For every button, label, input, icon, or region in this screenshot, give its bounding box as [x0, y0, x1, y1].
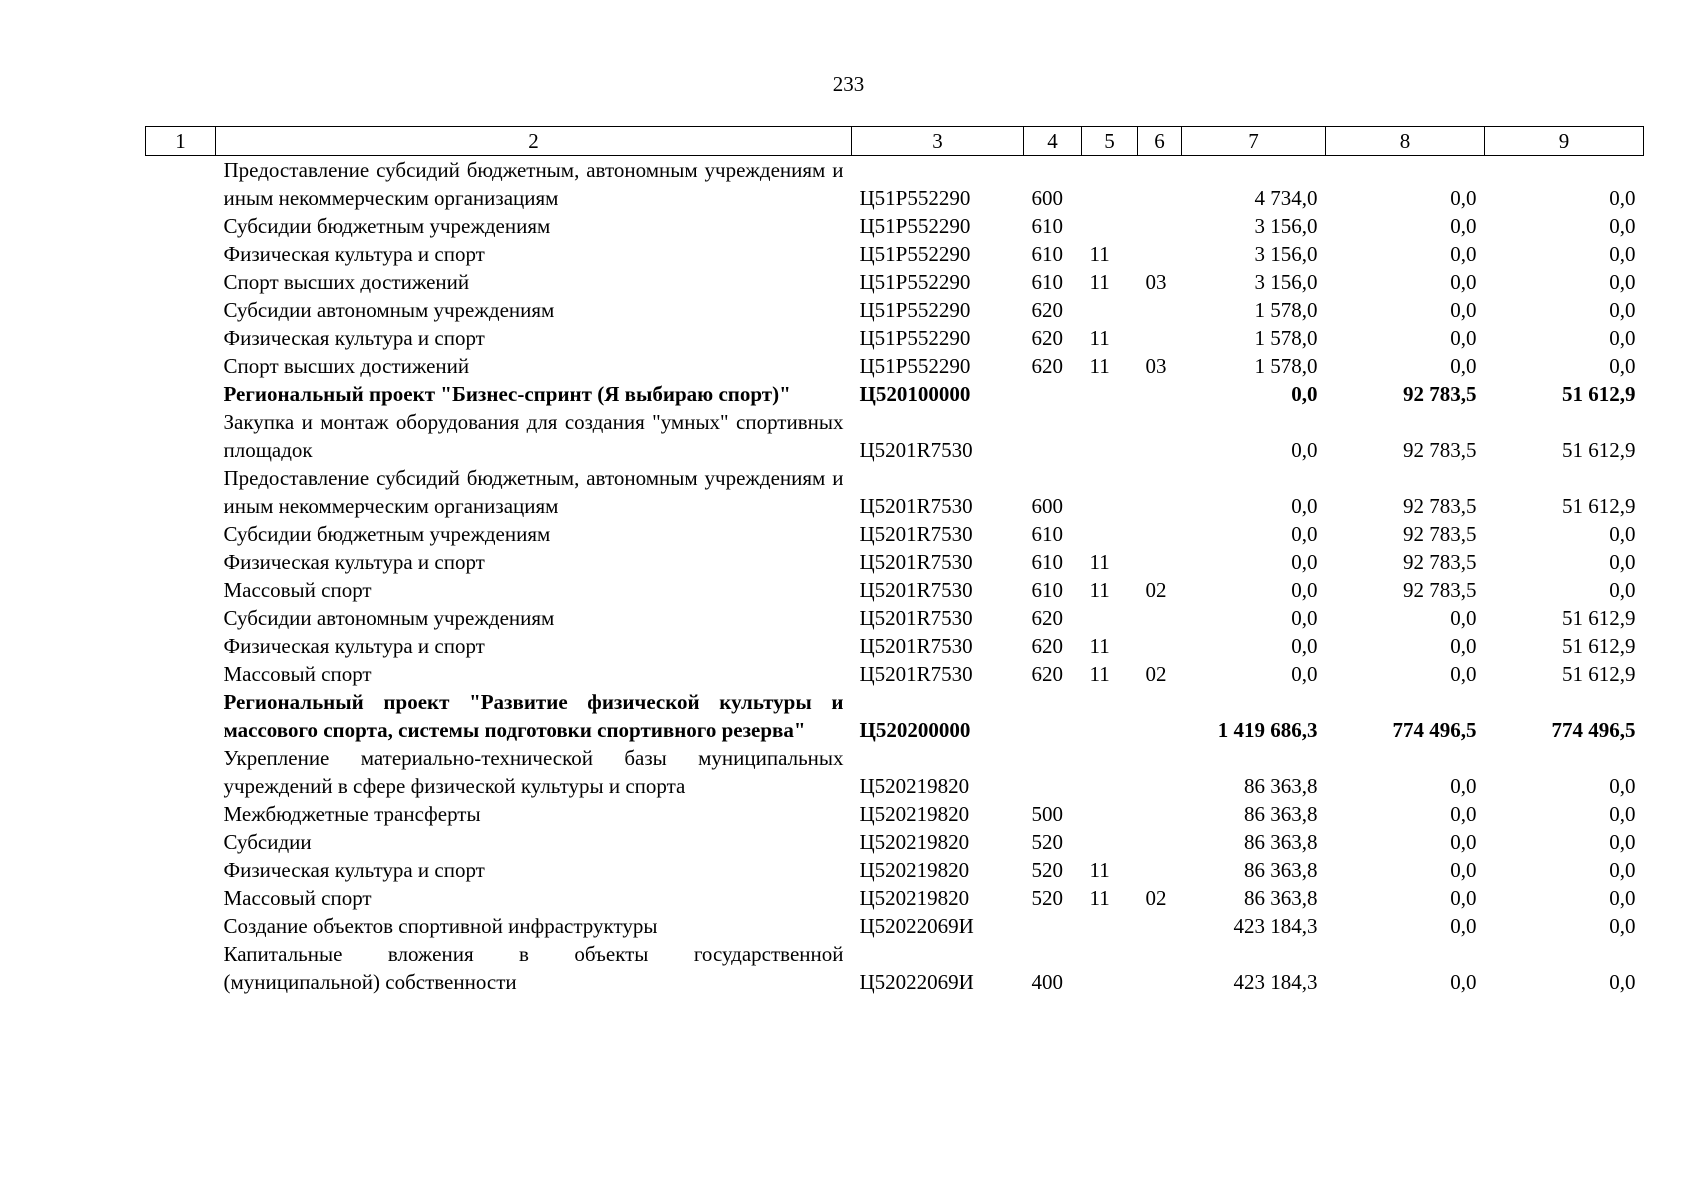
amount-col8-cell: 0,0	[1450, 214, 1477, 238]
amount-col7-cell: 86 363,8	[1244, 774, 1318, 798]
row-number-cell	[146, 156, 216, 213]
target-code-cell: Ц520200000	[859, 718, 971, 742]
expense-type-cell: 610	[1031, 214, 1063, 238]
amount-col7-cell: 0,0	[1291, 578, 1318, 602]
target-code-cell: Ц5201R7530	[859, 522, 973, 546]
amount-col9-cell: 0,0	[1609, 886, 1636, 910]
amount-col9-cell: 51 612,9	[1562, 606, 1636, 630]
expense-type-cell: 600	[1031, 186, 1063, 210]
amount-col7-cell: 1 419 686,3	[1217, 718, 1318, 742]
item-name-cell	[216, 324, 852, 352]
row-number-cell	[146, 268, 216, 296]
section-cell	[1082, 408, 1138, 464]
item-name-cell	[216, 800, 852, 828]
row-number-cell	[146, 744, 216, 800]
section-cell	[1082, 520, 1138, 548]
amount-col8-cell: 0,0	[1450, 270, 1477, 294]
column-header: 7	[1182, 127, 1326, 156]
section-cell: 11	[1089, 858, 1110, 882]
item-name-cell	[216, 296, 852, 324]
subsection-cell: 02	[1145, 662, 1167, 686]
expense-type-cell: 610	[1031, 242, 1063, 266]
amount-col7-cell: 0,0	[1291, 382, 1318, 406]
item-name-text: Субсидии автономным учреждениям	[223, 298, 555, 322]
table-row	[146, 800, 1644, 828]
section-cell	[1082, 296, 1138, 324]
table-row	[146, 744, 1644, 800]
amount-col8-cell: 0,0	[1450, 326, 1477, 350]
amount-col8-cell: 92 783,5	[1403, 494, 1477, 518]
subsection-cell	[1138, 744, 1182, 800]
table-row	[146, 856, 1644, 884]
column-header: 9	[1485, 127, 1644, 156]
section-cell	[1082, 156, 1138, 213]
section-cell: 11	[1089, 578, 1110, 602]
target-code-cell: Ц51Р552290	[859, 186, 971, 210]
amount-col7-cell: 0,0	[1291, 634, 1318, 658]
target-code-cell: Ц52022069И	[859, 970, 974, 994]
table-body	[146, 156, 1644, 997]
amount-col8-cell: 0,0	[1450, 774, 1477, 798]
expense-type-cell: 500	[1031, 802, 1063, 826]
target-code-cell: Ц5201R7530	[859, 550, 973, 574]
expense-type-cell	[1024, 688, 1082, 744]
amount-col9-cell: 0,0	[1609, 578, 1636, 602]
column-header: 3	[852, 127, 1024, 156]
amount-col7-cell: 3 156,0	[1254, 242, 1318, 266]
amount-col9-cell: 0,0	[1609, 326, 1636, 350]
row-number-cell	[146, 800, 216, 828]
expense-type-cell: 520	[1031, 858, 1063, 882]
column-header: 5	[1082, 127, 1138, 156]
target-code-cell: Ц5201R7530	[859, 606, 973, 630]
amount-col8-cell: 92 783,5	[1403, 578, 1477, 602]
row-number-cell	[146, 520, 216, 548]
table-row	[146, 576, 1644, 604]
row-number-cell	[146, 856, 216, 884]
section-cell	[1082, 744, 1138, 800]
section-cell: 11	[1089, 270, 1110, 294]
amount-col9-cell: 0,0	[1609, 858, 1636, 882]
amount-col8-cell: 0,0	[1450, 858, 1477, 882]
target-code-cell: Ц5201R7530	[859, 438, 973, 462]
item-name-cell	[216, 828, 852, 856]
table-row	[146, 380, 1644, 408]
item-name-cell	[216, 632, 852, 660]
table-row	[146, 464, 1644, 520]
item-name-text: Субсидии	[223, 830, 312, 854]
expense-type-cell: 620	[1031, 354, 1063, 378]
budget-table	[145, 126, 1644, 996]
table-row	[146, 660, 1644, 688]
amount-col8-cell: 774 496,5	[1392, 718, 1477, 742]
amount-col9-cell: 0,0	[1609, 270, 1636, 294]
amount-col8-cell: 0,0	[1450, 606, 1477, 630]
item-name-text: Субсидии автономным учреждениям	[223, 606, 555, 630]
subsection-cell	[1138, 912, 1182, 940]
item-name-text: Массовый спорт	[223, 662, 372, 686]
expense-type-cell	[1024, 408, 1082, 464]
target-code-cell: Ц51Р552290	[859, 242, 971, 266]
expense-type-cell: 610	[1031, 550, 1063, 574]
subsection-cell	[1138, 520, 1182, 548]
row-number-cell	[146, 884, 216, 912]
row-number-cell	[146, 408, 216, 464]
item-name-cell	[216, 408, 852, 464]
amount-col9-cell: 0,0	[1609, 186, 1636, 210]
item-name-text: Спорт высших достижений	[223, 354, 470, 378]
item-name-cell	[216, 548, 852, 576]
amount-col7-cell: 0,0	[1291, 550, 1318, 574]
amount-col7-cell: 0,0	[1291, 606, 1318, 630]
section-cell	[1082, 212, 1138, 240]
item-name-cell	[216, 940, 852, 996]
subsection-cell	[1138, 800, 1182, 828]
amount-col9-cell: 0,0	[1609, 802, 1636, 826]
section-cell	[1082, 380, 1138, 408]
target-code-cell: Ц5201R7530	[859, 494, 973, 518]
section-cell	[1082, 828, 1138, 856]
expense-type-cell: 610	[1031, 522, 1063, 546]
column-number-header-row	[146, 127, 1644, 156]
table-row	[146, 324, 1644, 352]
table-row	[146, 940, 1644, 996]
expense-type-cell	[1024, 912, 1082, 940]
target-code-cell: Ц520100000	[859, 382, 971, 406]
amount-col7-cell: 423 184,3	[1233, 914, 1318, 938]
section-cell	[1082, 912, 1138, 940]
amount-col8-cell: 0,0	[1450, 662, 1477, 686]
expense-type-cell: 620	[1031, 298, 1063, 322]
subsection-cell	[1138, 548, 1182, 576]
item-name-cell	[216, 660, 852, 688]
amount-col9-cell: 0,0	[1609, 242, 1636, 266]
expense-type-cell	[1024, 380, 1082, 408]
amount-col9-cell: 0,0	[1609, 970, 1636, 994]
amount-col9-cell: 51 612,9	[1562, 438, 1636, 462]
amount-col7-cell: 0,0	[1291, 522, 1318, 546]
section-cell	[1082, 940, 1138, 996]
item-name-text: Закупка и монтаж оборудования для создания "умных" спортивных площадок	[223, 410, 844, 462]
item-name-cell	[216, 156, 852, 213]
section-cell: 11	[1089, 634, 1110, 658]
subsection-cell	[1138, 856, 1182, 884]
table-row	[146, 632, 1644, 660]
amount-col8-cell: 92 783,5	[1403, 550, 1477, 574]
column-header: 4	[1024, 127, 1082, 156]
item-name-text: Массовый спорт	[223, 886, 372, 910]
row-number-cell	[146, 548, 216, 576]
amount-col9-cell: 0,0	[1609, 214, 1636, 238]
row-number-cell	[146, 912, 216, 940]
target-code-cell: Ц5201R7530	[859, 634, 973, 658]
amount-col8-cell: 92 783,5	[1403, 522, 1477, 546]
row-number-cell	[146, 352, 216, 380]
target-code-cell: Ц520219820	[859, 774, 970, 798]
section-cell: 11	[1089, 354, 1110, 378]
target-code-cell: Ц5201R7530	[859, 662, 973, 686]
amount-col8-cell: 0,0	[1450, 186, 1477, 210]
row-number-cell	[146, 604, 216, 632]
amount-col8-cell: 92 783,5	[1403, 438, 1477, 462]
amount-col9-cell: 51 612,9	[1562, 634, 1636, 658]
item-name-text: Спорт высших достижений	[223, 270, 470, 294]
table-row	[146, 408, 1644, 464]
item-name-cell	[216, 520, 852, 548]
subsection-cell: 03	[1145, 354, 1167, 378]
item-name-cell	[216, 856, 852, 884]
item-name-cell	[216, 352, 852, 380]
target-code-cell: Ц520219820	[859, 858, 970, 882]
item-name-cell	[216, 688, 852, 744]
subsection-cell	[1138, 828, 1182, 856]
section-cell	[1082, 604, 1138, 632]
table-row	[146, 212, 1644, 240]
amount-col9-cell: 0,0	[1609, 914, 1636, 938]
amount-col9-cell: 0,0	[1609, 830, 1636, 854]
amount-col7-cell: 86 363,8	[1244, 802, 1318, 826]
row-number-cell	[146, 324, 216, 352]
subsection-cell: 03	[1145, 270, 1167, 294]
item-name-text: Предоставление субсидий бюджетным, автономным учреждениям и иным некоммерческим организациям	[223, 466, 844, 518]
amount-col9-cell: 0,0	[1609, 522, 1636, 546]
amount-col7-cell: 3 156,0	[1254, 270, 1318, 294]
item-name-cell	[216, 744, 852, 800]
table-row	[146, 884, 1644, 912]
subsection-cell	[1138, 604, 1182, 632]
amount-col7-cell: 0,0	[1291, 494, 1318, 518]
target-code-cell: Ц520219820	[859, 830, 970, 854]
item-name-cell	[216, 604, 852, 632]
amount-col7-cell: 1 578,0	[1254, 354, 1318, 378]
row-number-cell	[146, 212, 216, 240]
table-row	[146, 688, 1644, 744]
row-number-cell	[146, 296, 216, 324]
expense-type-cell: 600	[1031, 494, 1063, 518]
target-code-cell: Ц51Р552290	[859, 298, 971, 322]
amount-col8-cell: 0,0	[1450, 886, 1477, 910]
item-name-text: Капитальные вложения в объекты государственной (муниципальной) собственности	[223, 942, 844, 994]
amount-col7-cell: 1 578,0	[1254, 298, 1318, 322]
target-code-cell: Ц51Р552290	[859, 214, 971, 238]
column-header: 6	[1138, 127, 1182, 156]
row-number-cell	[146, 380, 216, 408]
section-cell: 11	[1089, 886, 1110, 910]
section-cell: 11	[1089, 326, 1110, 350]
item-name-text: Региональный проект "Бизнес-спринт (Я выбираю спорт)"	[223, 382, 791, 406]
expense-type-cell: 610	[1031, 578, 1063, 602]
subsection-cell	[1138, 324, 1182, 352]
table-row	[146, 156, 1644, 213]
expense-type-cell	[1024, 744, 1082, 800]
item-name-text: Создание объектов спортивной инфраструктуры	[223, 914, 658, 938]
section-cell	[1082, 464, 1138, 520]
expense-type-cell: 610	[1031, 270, 1063, 294]
expense-type-cell: 620	[1031, 662, 1063, 686]
amount-col9-cell: 0,0	[1609, 774, 1636, 798]
table-row	[146, 604, 1644, 632]
amount-col7-cell: 3 156,0	[1254, 214, 1318, 238]
amount-col9-cell: 774 496,5	[1551, 718, 1636, 742]
subsection-cell	[1138, 212, 1182, 240]
page-number: 233	[832, 72, 865, 96]
item-name-cell	[216, 380, 852, 408]
amount-col9-cell: 51 612,9	[1562, 662, 1636, 686]
row-number-cell	[146, 940, 216, 996]
section-cell	[1082, 800, 1138, 828]
target-code-cell: Ц52022069И	[859, 914, 974, 938]
item-name-text: Межбюджетные трансферты	[223, 802, 481, 826]
table-row	[146, 828, 1644, 856]
table-row	[146, 352, 1644, 380]
item-name-text: Массовый спорт	[223, 578, 372, 602]
subsection-cell	[1138, 688, 1182, 744]
expense-type-cell: 620	[1031, 326, 1063, 350]
amount-col9-cell: 51 612,9	[1562, 382, 1636, 406]
item-name-text: Физическая культура и спорт	[223, 634, 485, 658]
row-number-cell	[146, 576, 216, 604]
column-header: 8	[1326, 127, 1485, 156]
subsection-cell	[1138, 296, 1182, 324]
subsection-cell	[1138, 408, 1182, 464]
amount-col8-cell: 0,0	[1450, 970, 1477, 994]
item-name-text: Предоставление субсидий бюджетным, автономным учреждениям и иным некоммерческим организациям	[223, 158, 844, 210]
amount-col8-cell: 0,0	[1450, 830, 1477, 854]
item-name-text: Укрепление материально-технической базы муниципальных учреждений в сфере физической культуры и спорта	[223, 746, 844, 798]
item-name-text: Региональный проект "Развитие физической культуры и массового спорта, системы подготовки спортивного резерва"	[223, 690, 844, 742]
subsection-cell	[1138, 940, 1182, 996]
subsection-cell: 02	[1145, 578, 1167, 602]
target-code-cell: Ц51Р552290	[859, 270, 971, 294]
amount-col9-cell: 0,0	[1609, 354, 1636, 378]
table-row	[146, 520, 1644, 548]
item-name-cell	[216, 912, 852, 940]
row-number-cell	[146, 632, 216, 660]
amount-col7-cell: 86 363,8	[1244, 830, 1318, 854]
amount-col7-cell: 1 578,0	[1254, 326, 1318, 350]
expense-type-cell: 620	[1031, 606, 1063, 630]
amount-col8-cell: 92 783,5	[1403, 382, 1477, 406]
table-row	[146, 912, 1644, 940]
amount-col8-cell: 0,0	[1450, 242, 1477, 266]
item-name-text: Субсидии бюджетным учреждениям	[223, 522, 551, 546]
row-number-cell	[146, 660, 216, 688]
amount-col8-cell: 0,0	[1450, 634, 1477, 658]
amount-col8-cell: 0,0	[1450, 354, 1477, 378]
table-row	[146, 240, 1644, 268]
amount-col8-cell: 0,0	[1450, 914, 1477, 938]
subsection-cell	[1138, 380, 1182, 408]
subsection-cell	[1138, 156, 1182, 213]
subsection-cell	[1138, 464, 1182, 520]
amount-col9-cell: 51 612,9	[1562, 494, 1636, 518]
amount-col7-cell: 4 734,0	[1254, 186, 1318, 210]
section-cell: 11	[1089, 662, 1110, 686]
item-name-text: Физическая культура и спорт	[223, 242, 485, 266]
expense-type-cell: 620	[1031, 634, 1063, 658]
amount-col8-cell: 0,0	[1450, 802, 1477, 826]
item-name-cell	[216, 212, 852, 240]
expense-type-cell: 520	[1031, 830, 1063, 854]
subsection-cell	[1138, 240, 1182, 268]
table-row	[146, 548, 1644, 576]
column-header: 2	[216, 127, 852, 156]
amount-col7-cell: 86 363,8	[1244, 886, 1318, 910]
row-number-cell	[146, 688, 216, 744]
item-name-cell	[216, 464, 852, 520]
amount-col7-cell: 0,0	[1291, 662, 1318, 686]
item-name-text: Физическая культура и спорт	[223, 550, 485, 574]
amount-col9-cell: 0,0	[1609, 550, 1636, 574]
table-row	[146, 268, 1644, 296]
target-code-cell: Ц520219820	[859, 802, 970, 826]
item-name-text: Субсидии бюджетным учреждениям	[223, 214, 551, 238]
amount-col7-cell: 423 184,3	[1233, 970, 1318, 994]
target-code-cell: Ц51Р552290	[859, 326, 971, 350]
target-code-cell: Ц51Р552290	[859, 354, 971, 378]
item-name-text: Физическая культура и спорт	[223, 858, 485, 882]
amount-col7-cell: 0,0	[1291, 438, 1318, 462]
item-name-cell	[216, 268, 852, 296]
section-cell: 11	[1089, 242, 1110, 266]
row-number-cell	[146, 464, 216, 520]
subsection-cell	[1138, 632, 1182, 660]
column-header: 1	[146, 127, 216, 156]
row-number-cell	[146, 828, 216, 856]
row-number-cell	[146, 240, 216, 268]
item-name-cell	[216, 884, 852, 912]
table-row	[146, 296, 1644, 324]
section-cell: 11	[1089, 550, 1110, 574]
item-name-cell	[216, 240, 852, 268]
expense-type-cell: 520	[1031, 886, 1063, 910]
target-code-cell: Ц5201R7530	[859, 578, 973, 602]
target-code-cell: Ц520219820	[859, 886, 970, 910]
amount-col7-cell: 86 363,8	[1244, 858, 1318, 882]
amount-col8-cell: 0,0	[1450, 298, 1477, 322]
subsection-cell: 02	[1145, 886, 1167, 910]
item-name-cell	[216, 576, 852, 604]
section-cell	[1082, 688, 1138, 744]
item-name-text: Физическая культура и спорт	[223, 326, 485, 350]
amount-col9-cell: 0,0	[1609, 298, 1636, 322]
expense-type-cell: 400	[1031, 970, 1063, 994]
